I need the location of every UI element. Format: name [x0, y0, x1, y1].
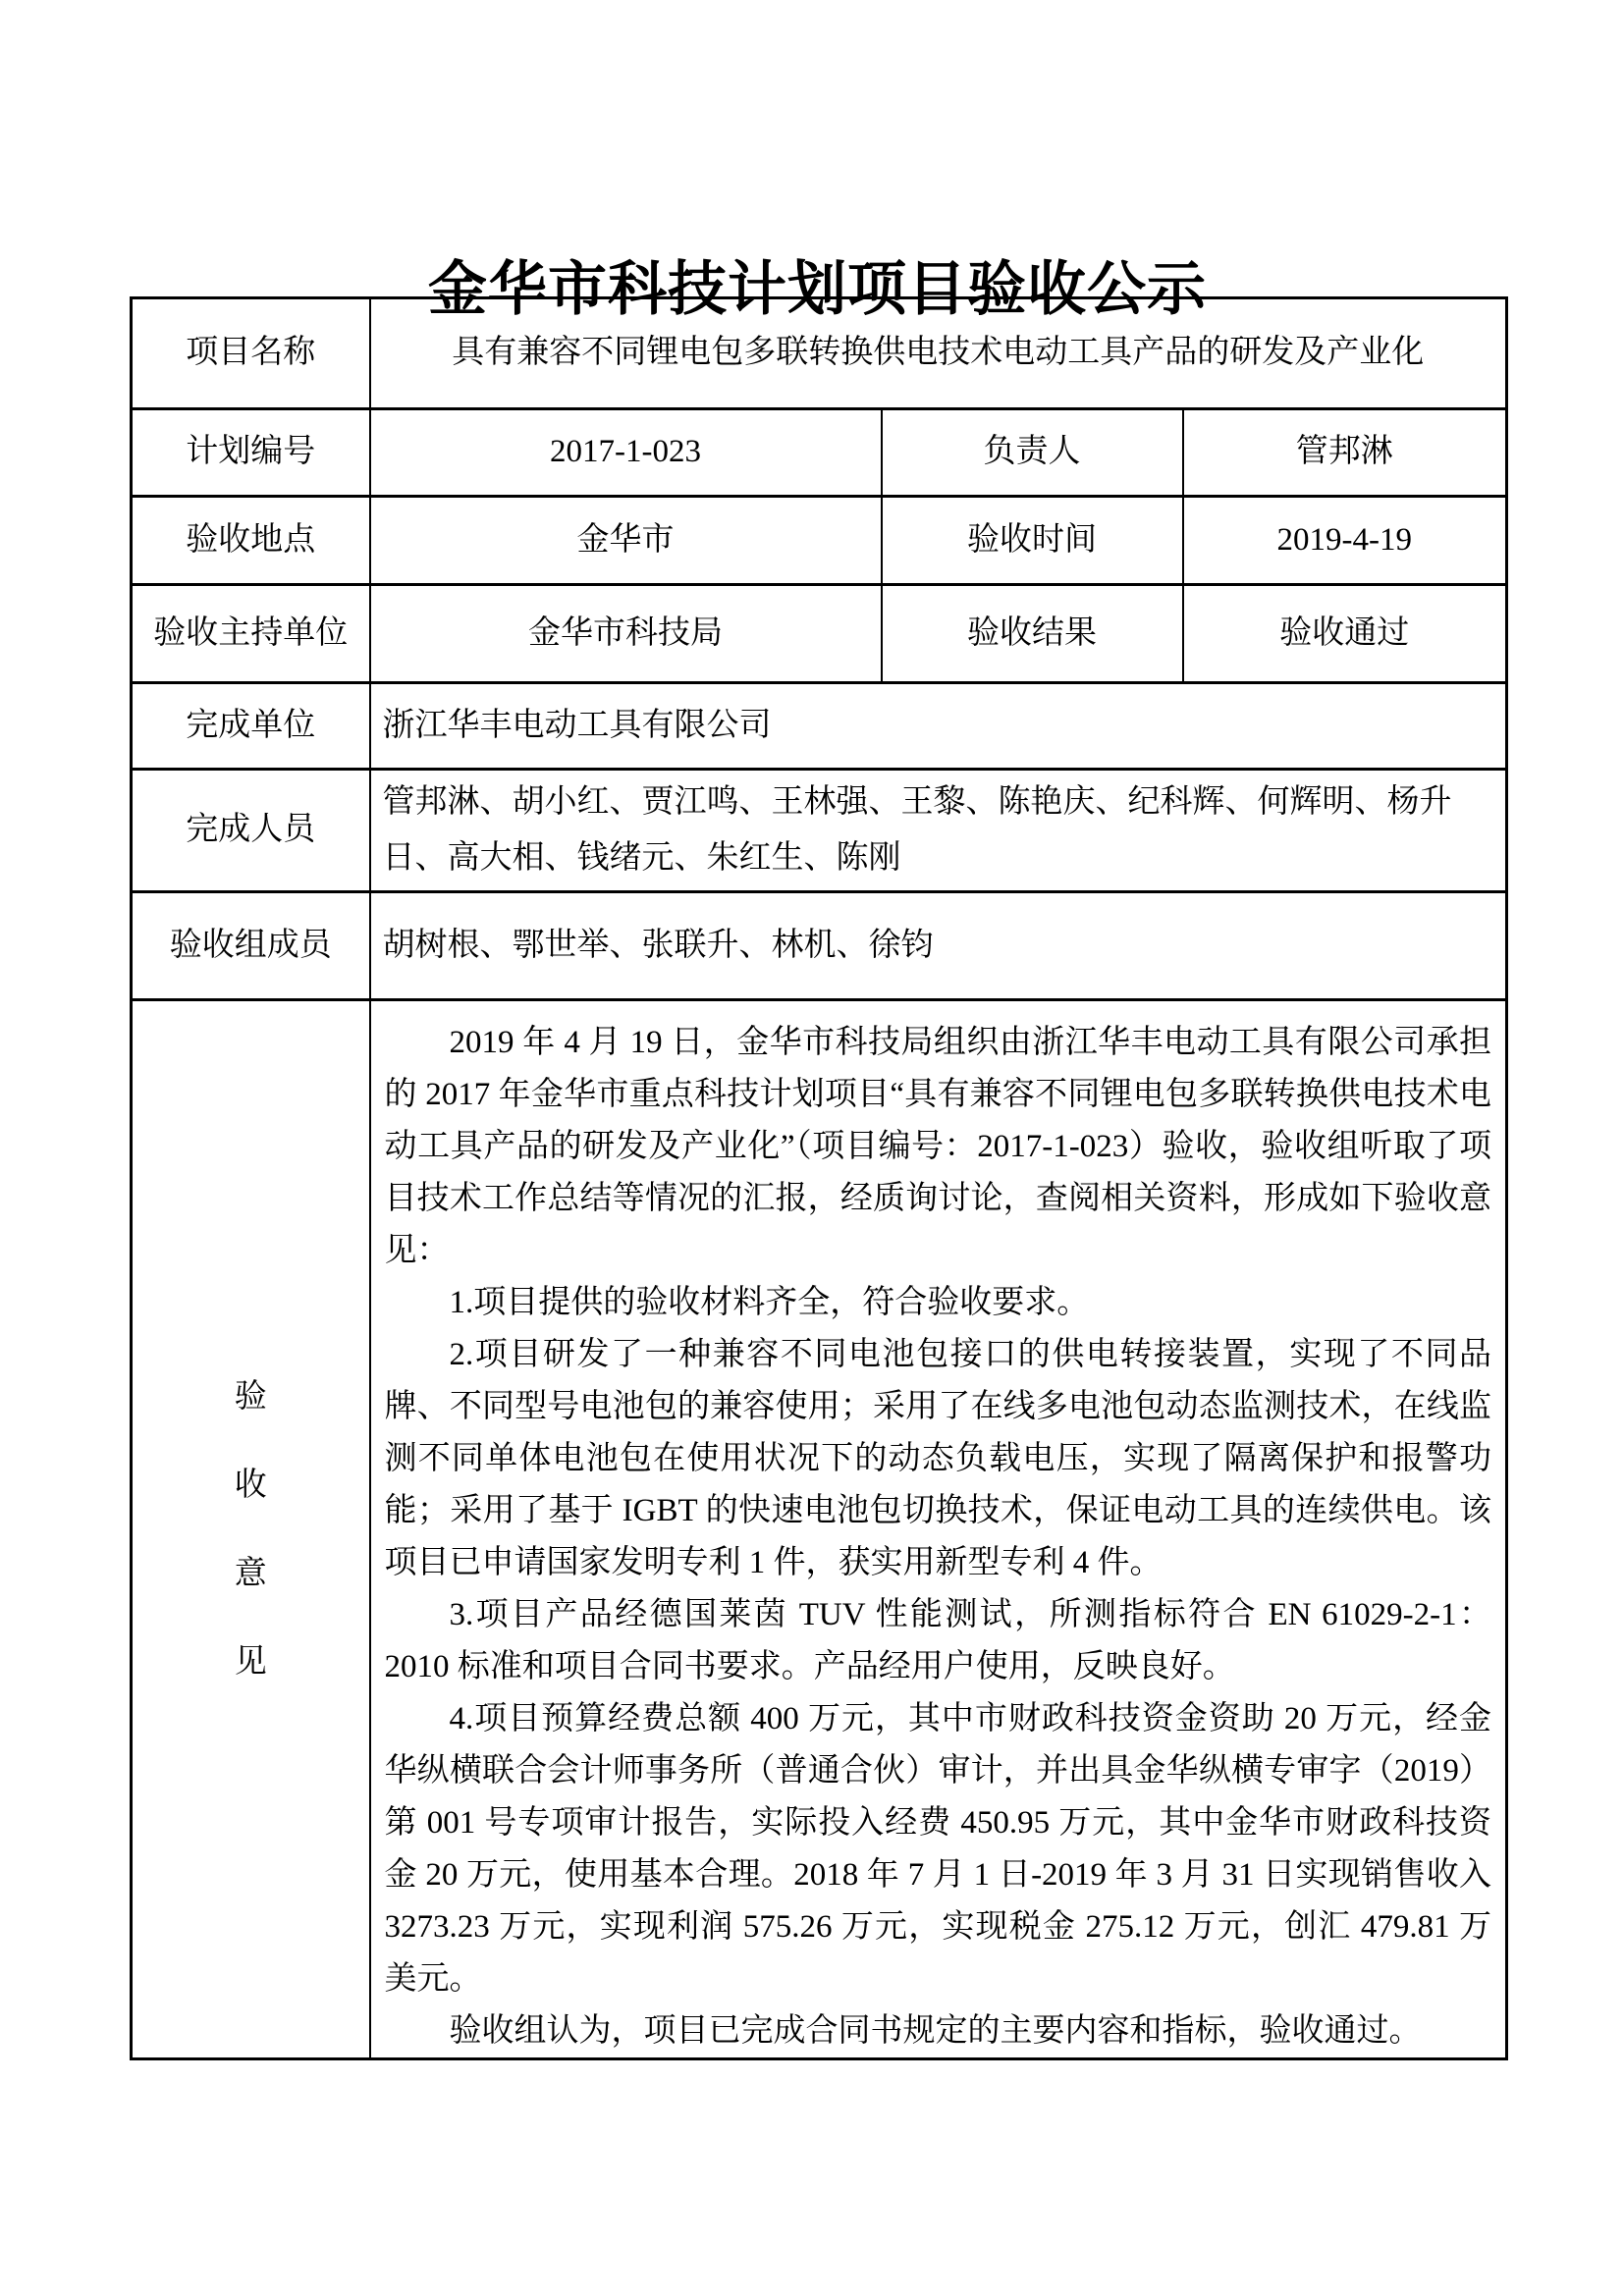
opinion-paragraph: 2.项目研发了一种兼容不同电池包接口的供电转接装置，实现了不同品牌、不同型号电池包的兼容使用；采用了在线多电池包动态监测技术，在线监测不同单体电池包在使用状况下的动态负载电压，实现了隔离保护和报警功能；采用了基于 IGBT 的快速电池包切换技术，保证电动工具的连续供电。该项目已申请国家发明专利 1 件，获实用新型专利 4 件。 — [384, 1337, 1492, 1580]
leader-label: 负责人 — [882, 409, 1183, 497]
row-location-time — [132, 497, 1507, 585]
opinion-label-char: 收 — [234, 1467, 267, 1503]
opinion-content — [370, 1000, 1507, 2059]
result-value: 验收通过 — [1183, 585, 1507, 683]
row-plan-number — [132, 409, 1507, 497]
acceptance-group-label: 验收组成员 — [132, 892, 370, 1000]
opinion-label-char: 见 — [234, 1643, 267, 1680]
plan-number-value: 2017-1-023 — [370, 409, 882, 497]
opinion-paragraph: 4.项目预算经费总额 400 万元，其中市财政科技资金资助 20 万元，经金华纵横联合会计师事务所（普通合伙）审计，并出具金华纵横专审字（2019）第 001 号专项审计报告，实际投入经费 450.95 万元，其中金华市财政科技资金 20 万元，使用基本合理。2018 年 7 月 1 日-2019 年 3 月 31 日实现销售收入 3273.23 万元，实现利润 575.26 万元，实现税金 275.12 万元，创汇 479.81 万美元。 — [384, 1701, 1492, 1997]
location-label: 验收地点 — [132, 497, 370, 585]
completion-staff-label: 完成人员 — [132, 770, 370, 892]
leader-value: 管邦淋 — [1183, 409, 1507, 497]
completion-unit-value: 浙江华丰电动工具有限公司 — [370, 683, 1507, 770]
plan-number-label: 计划编号 — [132, 409, 370, 497]
document-body — [130, 0, 1505, 2060]
host-unit-label: 验收主持单位 — [132, 585, 370, 683]
row-completion-unit — [132, 683, 1507, 770]
completion-unit-label: 完成单位 — [132, 683, 370, 770]
time-label: 验收时间 — [882, 497, 1183, 585]
acceptance-table — [130, 296, 1508, 2060]
row-opinion — [132, 1000, 1507, 2059]
row-host-result — [132, 585, 1507, 683]
row-acceptance-group — [132, 892, 1507, 1000]
time-value: 2019-4-19 — [1183, 497, 1507, 585]
opinion-label-char: 验 — [234, 1378, 267, 1415]
project-name-value: 具有兼容不同锂电包多联转换供电技术电动工具产品的研发及产业化 — [370, 298, 1507, 409]
completion-staff-value: 管邦淋、胡小红、贾江鸣、王林强、王黎、陈艳庆、纪科辉、何辉明、杨升日、高大相、钱绪元、朱红生、陈刚 — [370, 770, 1507, 892]
opinion-label-vertical — [140, 1378, 361, 1680]
page-title: 金华市科技计划项目验收公示 — [428, 257, 1207, 322]
opinion-paragraph: 验收组认为，项目已完成合同书规定的主要内容和指标，验收通过。 — [449, 2013, 1422, 2049]
host-unit-value: 金华市科技局 — [370, 585, 882, 683]
opinion-paragraph: 3.项目产品经德国莱茵 TUV 性能测试，所测指标符合 EN 61029-2-1：2010 标准和项目合同书要求。产品经用户使用，反映良好。 — [384, 1597, 1492, 1684]
project-name-label: 项目名称 — [132, 298, 370, 409]
opinion-label — [132, 1000, 370, 2059]
row-completion-staff — [132, 770, 1507, 892]
opinion-label-char: 意 — [234, 1555, 267, 1591]
acceptance-group-value: 胡树根、鄂世举、张联升、林机、徐钧 — [370, 892, 1507, 1000]
opinion-paragraph: 2019 年 4 月 19 日，金华市科技局组织由浙江华丰电动工具有限公司承担的 2017 年金华市重点科技计划项目“具有兼容不同锂电包多联转换供电技术电动工具产品的研发及产业化”（项目编号：2017-1-023）验收，验收组听取了项目技术工作总结等情况的汇报，经质询讨论，查阅相关资料，形成如下验收意见： — [384, 1025, 1492, 1268]
opinion-paragraph: 1.项目提供的验收材料齐全，符合验收要求。 — [449, 1285, 1090, 1320]
result-label: 验收结果 — [882, 585, 1183, 683]
location-value: 金华市 — [370, 497, 882, 585]
